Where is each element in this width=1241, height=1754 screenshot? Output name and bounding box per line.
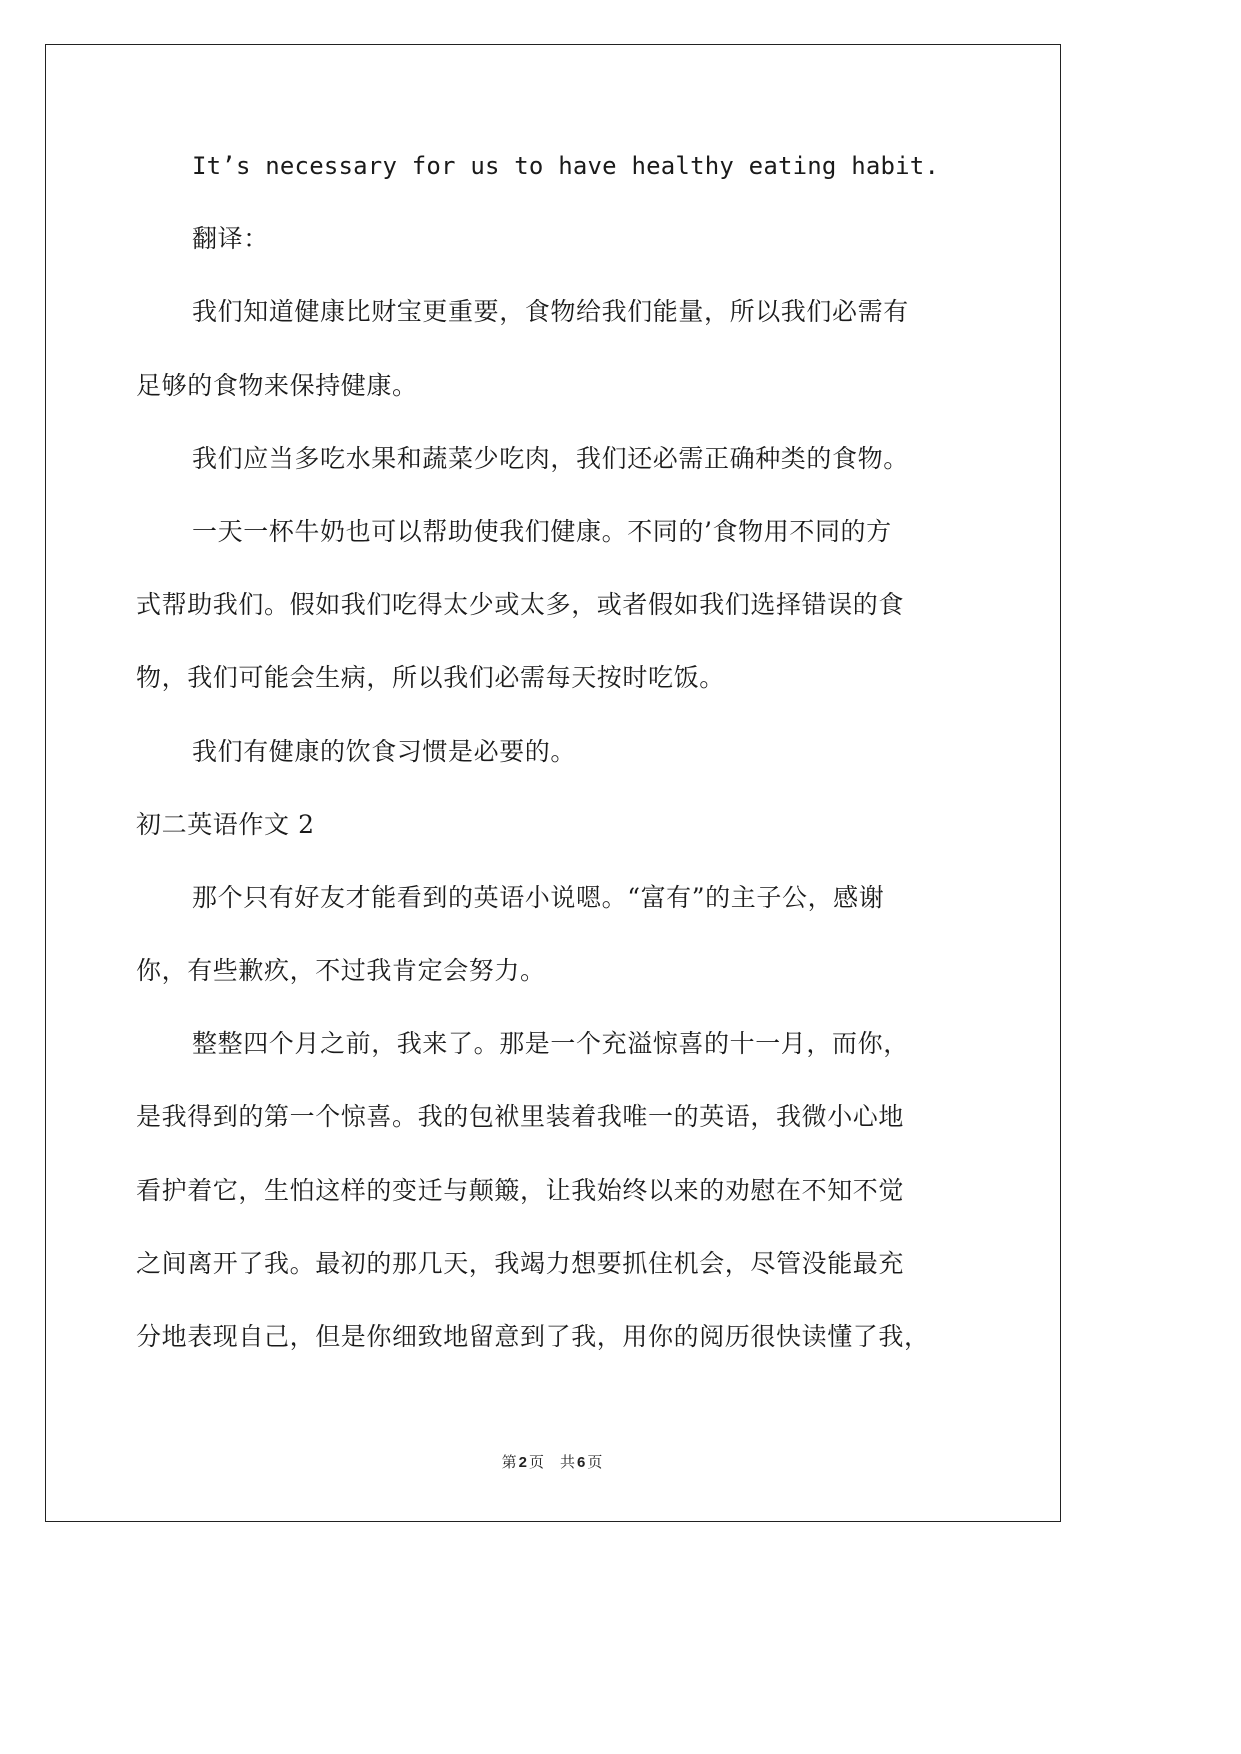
- paragraph-spacing: [136, 477, 996, 514]
- paragraph-spacing: [136, 258, 996, 295]
- paragraph-spacing: [136, 697, 996, 734]
- paragraph-line: 那个只有好友才能看到的英语小说嗯。“富有”的主子公，感谢: [192, 882, 885, 912]
- paragraph-spacing: [136, 404, 996, 441]
- document-body: [136, 148, 996, 1356]
- page-number-prefix: 第: [501, 1453, 517, 1471]
- total-page-count: 6: [577, 1454, 586, 1471]
- paragraph-line: 整整四个月之前，我来了。那是一个充溢惊喜的十一月，而你，: [192, 1029, 909, 1059]
- paragraph-line: 式帮助我们。假如我们吃得太少或太多，或者假如我们选择错误的食: [136, 590, 905, 620]
- total-pages-suffix: 页: [587, 1453, 603, 1471]
- line-spacing: [136, 916, 996, 953]
- english-sentence: It’s necessary for us to have healthy eating habit.: [192, 152, 940, 180]
- paragraph-spacing: [136, 185, 996, 222]
- paragraph-line: 我们知道健康比财宝更重要，食物给我们能量，所以我们必需有: [192, 297, 909, 327]
- page-footer: [0, 1451, 1104, 1472]
- paragraph-line: 物，我们可能会生病，所以我们必需每天按时吃饭。: [136, 663, 725, 693]
- paragraph-spacing: [136, 990, 996, 1027]
- line-spacing: [136, 1063, 996, 1100]
- paragraph-line: 我们应当多吃水果和蔬菜少吃肉，我们还必需正确种类的食物。: [192, 443, 909, 473]
- line-spacing: [136, 1136, 996, 1173]
- paragraph-spacing: [136, 843, 996, 880]
- paragraph-line: 是我得到的第一个惊喜。我的包袱里装着我唯一的英语，我微小心地: [136, 1102, 905, 1132]
- current-page-number: 2: [518, 1454, 527, 1471]
- paragraph-line: 你，有些歉疚，不过我肯定会努力。: [136, 956, 546, 986]
- paragraph-line: 一天一杯牛奶也可以帮助使我们健康。不同的’食物用不同的方: [192, 516, 892, 546]
- paragraph-line: 之间离开了我。最初的那几天，我竭力想要抓住机会，尽管没能最充: [136, 1248, 905, 1278]
- line-spacing: [136, 1209, 996, 1246]
- translation-heading: 翻译：: [192, 224, 269, 254]
- paragraph-line: 看护着它，生怕这样的变迁与颠簸，让我始终以来的劝慰在不知不觉: [136, 1175, 905, 1205]
- paragraph-spacing: [136, 770, 996, 807]
- total-pages-prefix: 共: [560, 1453, 576, 1471]
- line-spacing: [136, 624, 996, 661]
- paragraph-line: 我们有健康的饮食习惯是必要的。: [192, 736, 577, 766]
- paragraph-line: 足够的食物来保持健康。: [136, 370, 418, 400]
- section-heading: 初二英语作文 2: [136, 809, 315, 839]
- page-number-suffix: 页: [528, 1453, 544, 1471]
- line-spacing: [136, 331, 996, 368]
- paragraph-line: 分地表现自己，但是你细致地留意到了我，用你的阅历很快读懂了我，: [136, 1322, 930, 1351]
- line-spacing: [136, 551, 996, 588]
- line-spacing: [136, 1282, 996, 1319]
